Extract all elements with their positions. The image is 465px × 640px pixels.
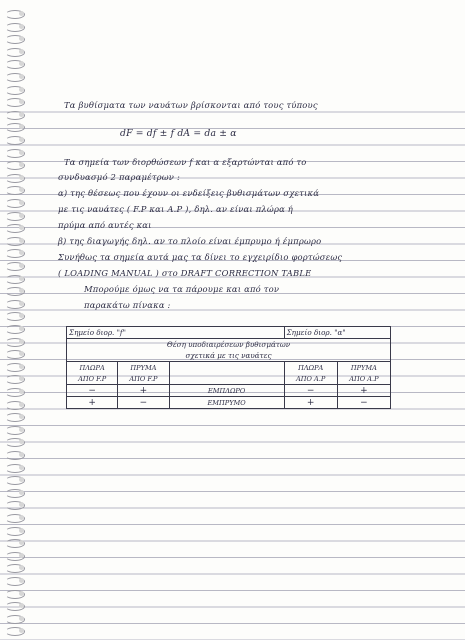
binding-hole — [19, 490, 24, 495]
text-line-3: Τα σημεία των διορθώσεων f και α εξαρτώνται από το — [64, 157, 307, 167]
col-trim-blank-2 — [169, 373, 284, 385]
text-line-8: β) της διαγωγής δηλ. αν το πλοίο είναι έμπρυμο ή έμπρωρο — [58, 236, 322, 246]
binding-hole — [19, 49, 24, 54]
binding-hole — [19, 24, 24, 29]
col-sublabel-a-plora: ΑΠΟ A.P — [284, 373, 337, 385]
binding-hole — [19, 452, 24, 457]
sign-f-plora: − — [67, 385, 118, 397]
binding-hole — [19, 301, 24, 306]
sign-f-pryma: + — [118, 385, 169, 397]
binding-hole — [19, 364, 24, 369]
text-line-12: παρακάτω πίνακα : — [84, 300, 171, 310]
binding-hole — [19, 87, 24, 92]
table-row — [67, 385, 391, 397]
col-sublabel-f-pryma: ΑΠΟ F.P — [118, 373, 169, 385]
formula-line: dF = df ± f dA = da ± α — [120, 128, 237, 139]
draft-correction-table — [66, 326, 391, 409]
binding-hole — [19, 200, 24, 205]
trim-label: ΕΜΠΡΥΜΟ — [169, 397, 284, 409]
binding-hole — [19, 465, 24, 470]
header-spacer — [169, 327, 284, 339]
text-line-1: Τα βυθίσματα των ναυάτων βρίσκονται από τους τύπους — [64, 100, 318, 110]
sign-a-plora: + — [284, 397, 337, 409]
col-sublabel-f-plora: ΑΠΟ F.P — [67, 373, 118, 385]
binding-hole — [19, 553, 24, 558]
sign-a-pryma: − — [337, 397, 390, 409]
binding-hole — [19, 591, 24, 596]
binding-hole — [19, 213, 24, 218]
col-trim-blank — [169, 362, 284, 374]
binding-hole — [19, 137, 24, 142]
table-title-line1: Θέση υποδιαιρέσεων βυθισμάτων — [67, 339, 391, 351]
sign-a-plora: − — [284, 385, 337, 397]
text-line-10: ( LOADING MANUAL ) στο DRAFT CORRECTION TABLE — [58, 268, 312, 278]
trim-label: ΕΜΠΛΩΡΟ — [169, 385, 284, 397]
binding-hole — [19, 276, 24, 281]
binding-hole — [19, 515, 24, 520]
binding-hole — [19, 263, 24, 268]
binding-hole — [19, 427, 24, 432]
binding-hole — [19, 578, 24, 583]
binding-hole — [19, 175, 24, 180]
col-label-a-pryma: ΠΡΥΜΑ — [337, 362, 390, 374]
text-line-9: Συνήθως τα σημεία αυτά μας τα δίνει το εγχειρίδιο φορτώσεως — [58, 252, 343, 262]
binding-hole — [19, 150, 24, 155]
col-label-a-plora: ΠΛΩΡΑ — [284, 362, 337, 374]
table-row — [67, 397, 391, 409]
text-line-5: α) της θέσεως που έχουν οι ενδείξεις βυθισμάτων σχετικά — [58, 188, 320, 198]
binding-hole — [19, 389, 24, 394]
text-line-11: Μπορούμε όμως να τα πάρουμε και από τον — [84, 284, 280, 294]
binding-hole — [19, 402, 24, 407]
binding-hole — [19, 112, 24, 117]
text-line-4: συνδυασμό 2 παραμέτρων : — [58, 172, 180, 182]
col-label-f-pryma: ΠΡΥΜΑ — [118, 362, 169, 374]
binding-hole — [19, 616, 24, 621]
header-a-sign: Σημείο διορ. "α" — [284, 327, 390, 339]
col-label-f-plora: ΠΛΩΡΑ — [67, 362, 118, 374]
binding-hole — [19, 74, 24, 79]
binding-hole — [19, 326, 24, 331]
table-title-line2: σχετικά με τις ναυάτες — [67, 350, 391, 362]
col-sublabel-a-pryma: ΑΠΟ A.P — [337, 373, 390, 385]
binding-hole — [19, 339, 24, 344]
sign-f-pryma: − — [118, 397, 169, 409]
sign-f-plora: + — [67, 397, 118, 409]
binding-hole — [19, 11, 24, 16]
spiral-binding — [3, 6, 25, 636]
header-f-sign: Σημείο διορ. "f" — [67, 327, 170, 339]
binding-hole — [19, 528, 24, 533]
text-line-6: με τις ναυάτες ( F.P και A.P ), δηλ. αν είναι πλώρα ή — [58, 204, 294, 214]
text-line-7: πρύμα από αυτές και — [58, 220, 152, 230]
sign-a-pryma: + — [337, 385, 390, 397]
binding-hole — [19, 238, 24, 243]
